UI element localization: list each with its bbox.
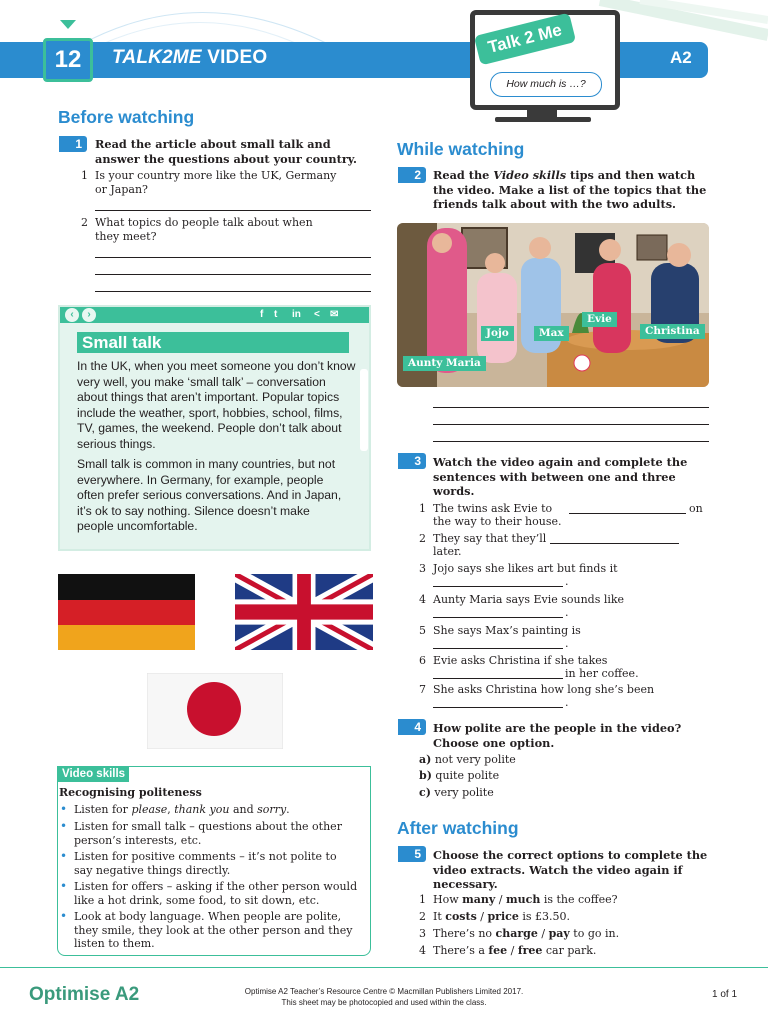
uk-flag-icon	[235, 574, 373, 650]
name-tag-aunty-maria: Aunty Maria	[403, 356, 486, 371]
name-tag-jojo: Jojo	[481, 326, 514, 341]
tv-caption: How much is …?	[490, 72, 602, 97]
exercise-1-number: 1	[59, 136, 87, 152]
unit-marker-arrow	[60, 20, 76, 29]
exercise-3-number: 3	[398, 453, 426, 469]
blank-line[interactable]	[433, 707, 563, 708]
footer-divider	[0, 967, 768, 968]
article-scrollbar[interactable]	[360, 369, 368, 451]
exercise-5-instruction: Choose the correct options to complete the video extracts. Watch the video again if necessary.	[433, 848, 708, 891]
page-number: 1 of 1	[712, 989, 738, 1000]
name-tag-christina: Christina	[640, 324, 705, 339]
option-word[interactable]: price	[487, 910, 519, 923]
article-title: Small talk	[77, 332, 349, 353]
answer-line[interactable]	[95, 257, 371, 258]
answer-line[interactable]	[433, 407, 709, 408]
exercise-4-instruction: How polite are the people in the video? Choose one option.	[433, 721, 682, 750]
unit-number: 12	[43, 38, 93, 82]
exercise-2-number: 2	[398, 167, 426, 183]
name-tag-evie: Evie	[582, 312, 617, 327]
article-toolbar	[60, 307, 369, 323]
mail-icon[interactable]: ✉	[330, 309, 339, 320]
option-word[interactable]: many	[462, 893, 496, 906]
footer-copyright: Optimise A2 Teacher’s Resource Centre © Macmillan Publishers Limited 2017. This sheet may be photocopied and used within the class.	[244, 987, 524, 1007]
video-still-photo	[397, 223, 709, 387]
answer-line[interactable]	[433, 441, 709, 442]
twitter-icon[interactable]: t	[274, 309, 278, 320]
exercise-5-number: 5	[398, 846, 426, 862]
video-skills-heading: Recognising politeness	[59, 786, 202, 799]
share-icon[interactable]: <	[314, 309, 320, 320]
prev-arrow-icon[interactable]: ‹	[65, 308, 79, 322]
option-word[interactable]: pay	[548, 927, 570, 940]
exercise-4-option[interactable]: b) quite polite	[419, 769, 500, 782]
option-word[interactable]: charge	[495, 927, 538, 940]
blank-line[interactable]	[433, 617, 563, 618]
exercise-4-number: 4	[398, 719, 426, 735]
name-tag-max: Max	[534, 326, 569, 341]
blank-line[interactable]	[433, 678, 563, 679]
blank-line[interactable]	[433, 648, 563, 649]
option-word[interactable]: much	[506, 893, 541, 906]
option-word[interactable]: fee	[488, 944, 508, 957]
linkedin-icon[interactable]: in	[292, 309, 301, 320]
level-badge: A2	[670, 48, 692, 67]
before-watching-heading: Before watching	[58, 107, 195, 127]
answer-line[interactable]	[95, 210, 371, 211]
tv-foot	[495, 117, 591, 122]
small-talk-article	[58, 305, 371, 551]
after-watching-heading: After watching	[397, 818, 519, 838]
japan-flag-icon	[147, 673, 283, 749]
unit-title: TALK2ME VIDEO	[112, 47, 268, 68]
exercise-4-option[interactable]: c) very polite	[419, 786, 494, 799]
blank-line[interactable]	[550, 543, 679, 544]
answer-line[interactable]	[433, 424, 709, 425]
blank-line[interactable]	[433, 586, 563, 587]
germany-flag-icon	[58, 574, 195, 650]
exercise-4-option[interactable]: a) not very polite	[419, 753, 516, 766]
blank-line[interactable]	[569, 513, 686, 514]
article-paragraph: Small talk is common in many countries, but not everywhere. In Germany, for example, people often prefer serious conversations. And in Japan, it’s ok to say nothing. Silence doesn’t make people uncomfortable.	[77, 457, 342, 534]
talk2me-logo: Talk 2 Me	[474, 13, 576, 66]
decorative-arcs	[0, 0, 768, 45]
exercise-3-instruction: Watch the video again and complete the sentences with between one and three words.	[433, 455, 688, 498]
exercise-2-instruction: Read the Video skills tips and then watch the video. Make a list of the topics that the friends talk about with the two adults.	[433, 168, 707, 211]
exercise-1-instruction: Read the article about small talk and answer the questions about your country.	[95, 137, 357, 166]
video-skills-label: Video skills	[58, 767, 129, 782]
facebook-icon[interactable]: f	[260, 309, 264, 320]
article-paragraph: In the UK, when you meet someone you don’t know very well, you make ‘small talk’ – conversation about things that aren’t important. Popular topics include the weather, sport, hobbies, school, films, TV, games, the weekend. People don’t talk about serious things.	[77, 359, 356, 451]
while-watching-heading: While watching	[397, 139, 525, 159]
option-word[interactable]: costs	[445, 910, 477, 923]
answer-line[interactable]	[95, 274, 371, 275]
answer-line[interactable]	[95, 291, 371, 292]
footer-brand: Optimise A2	[29, 984, 140, 1005]
next-arrow-icon[interactable]: ›	[82, 308, 96, 322]
option-word[interactable]: free	[517, 944, 543, 957]
